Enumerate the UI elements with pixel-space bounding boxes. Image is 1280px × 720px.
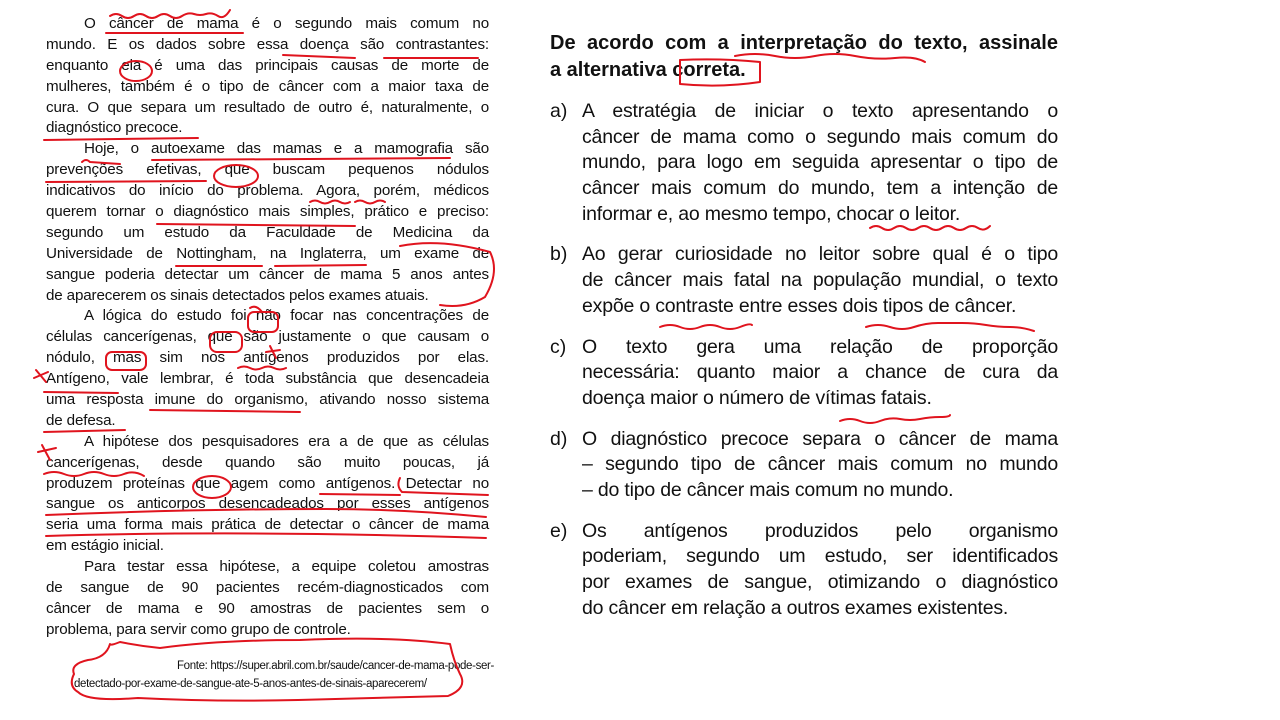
option-letter: b) [550,243,568,266]
option-line: câncer de mama como o segundo mais comum do [582,125,1058,148]
text-line: de aparecerem os sinais detectados pelos exames atuais. [46,286,429,304]
text-line: prevenções efetivas, que buscam pequenos nódulos [46,161,489,179]
paragraph-4 [46,432,489,557]
text-line: uma resposta imune do organismo, ativando nosso sistema [46,391,489,409]
text-line: A hipótese dos pesquisadores era a de que as células [84,432,489,450]
text-line: mulheres, também é o tipo de câncer com a maior taxa de [46,77,489,95]
text-line: seria uma forma mais prática de detectar o câncer de mama [46,516,489,534]
text-line: segundo um estudo da Faculdade de Medicina da [46,223,489,241]
text-line: mundo. E os dados sobre essa doença são contrastantes: [46,35,489,53]
option-line: por exames de sangue, otimizando o diagnóstico [582,571,1058,593]
paragraph-2 [46,139,489,306]
text-line: Hoje, o autoexame das mamas e a mamografia são [84,140,489,158]
source-citation [74,657,494,693]
text-line: cura. O que separa um resultado de outro é, naturalmente, o [46,98,489,116]
text-line: sangue os anticorpos desencadeados por esses antígenos [46,495,489,513]
text-line: enquanto ela é uma das principais causas de morte de [46,56,489,74]
option-a[interactable] [550,99,1058,227]
option-c[interactable] [550,335,1058,412]
paragraph-1 [46,14,489,139]
option-line: de câncer mais fatal na população mundial, o texto [582,269,1058,292]
text-line: A lógica do estudo foi não focar nas concentrações de [84,307,489,325]
option-line: necessária: quanto maior a chance de cura da [582,361,1058,384]
option-line: Os antígenos produzidos pelo organismo [582,519,1058,542]
text-line: em estágio inicial. [46,537,164,555]
text-line: O câncer de mama é o segundo mais comum no [84,15,489,32]
paragraph-5 [46,557,489,641]
option-letter: e) [550,519,568,542]
prompt-line: a alternativa correta. [550,59,746,81]
option-line: do câncer em relação a outros exames existentes. [582,596,1009,619]
text-line: de defesa. [46,411,116,429]
option-line: câncer mais comum do mundo, tem a intenção de [582,177,1058,200]
option-line: O texto gera uma relação de proporção [582,335,1058,358]
prompt-line: De acordo com a interpretação do texto, assinale [550,32,1058,54]
text-line: diagnóstico precoce. [46,119,183,137]
paragraph-3 [46,306,489,431]
option-letter: a) [550,100,568,122]
option-letter: c) [550,335,567,358]
option-letter: d) [550,427,568,450]
option-line: poderiam, segundo um estudo, ser identificados [582,545,1058,568]
option-line: O diagnóstico precoce separa o câncer de mama [582,427,1058,450]
question-prompt [550,30,1058,84]
text-line: sangue poderia detectar um câncer de mama 5 anos antes [46,265,489,283]
option-line: expõe o contraste entre esses dois tipos de câncer. [582,294,1017,317]
source-line-1: Fonte: https://super.abril.com.br/saude/cancer-de-mama-pode-ser- [176,660,494,672]
text-line: de sangue de 90 pacientes recém-diagnosticados com [46,579,489,597]
source-line-2: detectado-por-exame-de-sangue-ate-5-anos-antes-de-sinais-aparecerem/ [74,678,427,690]
option-line: doença maior o número de vítimas fatais. [582,386,932,409]
text-line: cancerígenas, desde quando são muito poucas, já [46,453,489,471]
text-line: produzem proteínas que agem como antígenos. Detectar no [46,474,489,492]
text-line: câncer de mama e 90 amostras de pacientes sem o [46,599,489,617]
text-line: querem tornar o diagnóstico mais simples, prático e preciso: [46,203,489,221]
question-block [550,30,1058,621]
option-line: Ao gerar curiosidade no leitor sobre qual é o tipo [582,243,1058,266]
option-e[interactable] [550,519,1058,622]
passage-text [46,14,489,641]
option-d[interactable] [550,427,1058,504]
text-line: Universidade de Nottingham, na Inglaterra, um exame de [46,244,489,262]
text-line: nódulo, mas sim nos antígenos produzidos por elas. [46,349,489,367]
option-b[interactable] [550,242,1058,319]
text-line: indicativos do início do problema. Agora, porém, médicos [46,182,489,200]
text-line: Antígeno, vale lembrar, é toda substância que desencadeia [46,370,489,388]
text-line: problema, para servir como grupo de controle. [46,620,351,638]
option-line: informar e, ao mesmo tempo, chocar o leitor. [582,202,961,225]
option-line: – segundo tipo de câncer mais comum no mundo [582,453,1058,476]
option-line: mundo, para logo em seguida apresentar o tipo de [582,151,1058,174]
text-line: células cancerígenas, que são justamente o que causam o [46,328,489,346]
option-line: – do tipo de câncer mais comum no mundo. [582,478,954,501]
text-line: Para testar essa hipótese, a equipe coletou amostras [84,558,489,576]
option-line: A estratégia de iniciar o texto apresentando o [582,100,1058,122]
